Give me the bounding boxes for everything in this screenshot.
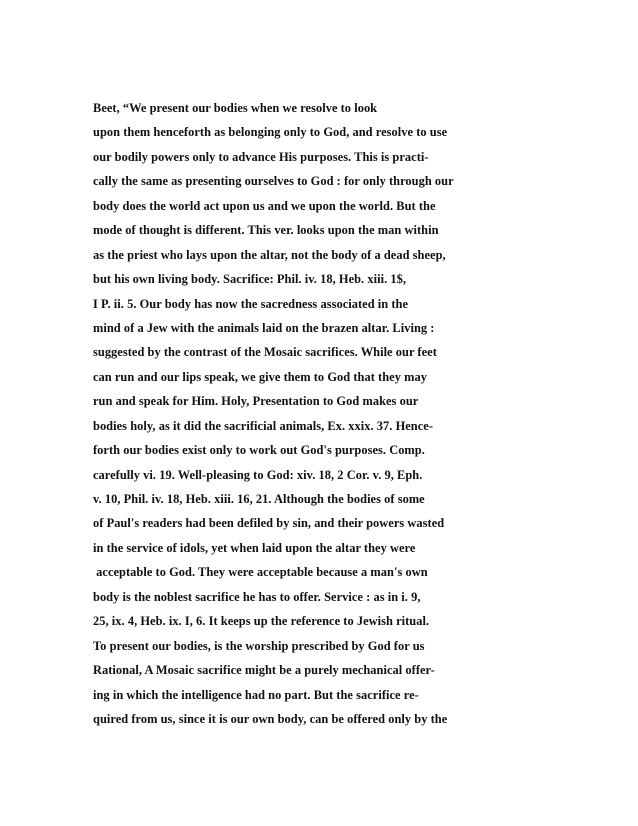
text-line: but his own living body. Sacrifice: Phil. iv. 18, Heb. xiii. 1$, [93, 272, 407, 287]
text-line: 25, ix. 4, Heb. ix. I, 6. It keeps up the reference to Jewish ritual. [93, 614, 430, 629]
text-line: of Paul's readers had been defiled by sin, and their powers wasted [93, 516, 445, 531]
text-line: in the service of idols, yet when laid upon the altar they were [93, 540, 416, 555]
text-line: our bodily powers only to advance His purposes. This is practi- [93, 149, 429, 164]
body-text [93, 96, 633, 731]
text-line: I P. ii. 5. Our body has now the sacredness associated in the [93, 296, 409, 311]
text-line: can run and our lips speak, we give them to God that they may [93, 369, 427, 384]
text-line: body is the noblest sacrifice he has to offer. Service : as in i. 9, [93, 589, 421, 604]
text-line: suggested by the contrast of the Mosaic sacrifices. While our feet [93, 345, 437, 360]
text-line: To present our bodies, is the worship prescribed by God for us [93, 638, 425, 653]
text-line: mind of a Jew with the animals laid on the brazen altar. Living : [93, 320, 435, 335]
text-line: Rational, A Mosaic sacrifice might be a purely mechanical offer- [93, 663, 435, 678]
text-line: forth our bodies exist only to work out God's purposes. Comp. [93, 443, 425, 458]
text-line: v. 10, Phil. iv. 18, Heb. xiii. 16, 21. Although the bodies of some [93, 492, 425, 506]
text-line: quired from us, since it is our own body, can be offered only by the [93, 711, 448, 726]
text-line: carefully vi. 19. Well-pleasing to God: xiv. 18, 2 Cor. v. 9, Eph. [93, 467, 423, 482]
text-line: acceptable to God. They were acceptable because a man's own [93, 565, 428, 580]
text-line: Beet, “We present our bodies when we resolve to look [93, 101, 378, 115]
text-line: cally the same as presenting ourselves to God : for only through our [93, 174, 454, 189]
text-line: mode of thought is different. This ver. looks upon the man within [93, 223, 439, 238]
text-line: as the priest who lays upon the altar, not the body of a dead sheep, [93, 247, 446, 262]
text-line: body does the world act upon us and we upon the world. But the [93, 198, 436, 213]
text-line: run and speak for Him. Holy, Presentation to God makes our [93, 394, 419, 409]
text-line: ing in which the intelligence had no part. But the sacrifice re- [93, 687, 419, 702]
text-line: upon them henceforth as belonging only to God, and resolve to use [93, 125, 448, 140]
text-line: bodies holy, as it did the sacrificial animals, Ex. xxix. 37. Hence- [93, 418, 434, 433]
